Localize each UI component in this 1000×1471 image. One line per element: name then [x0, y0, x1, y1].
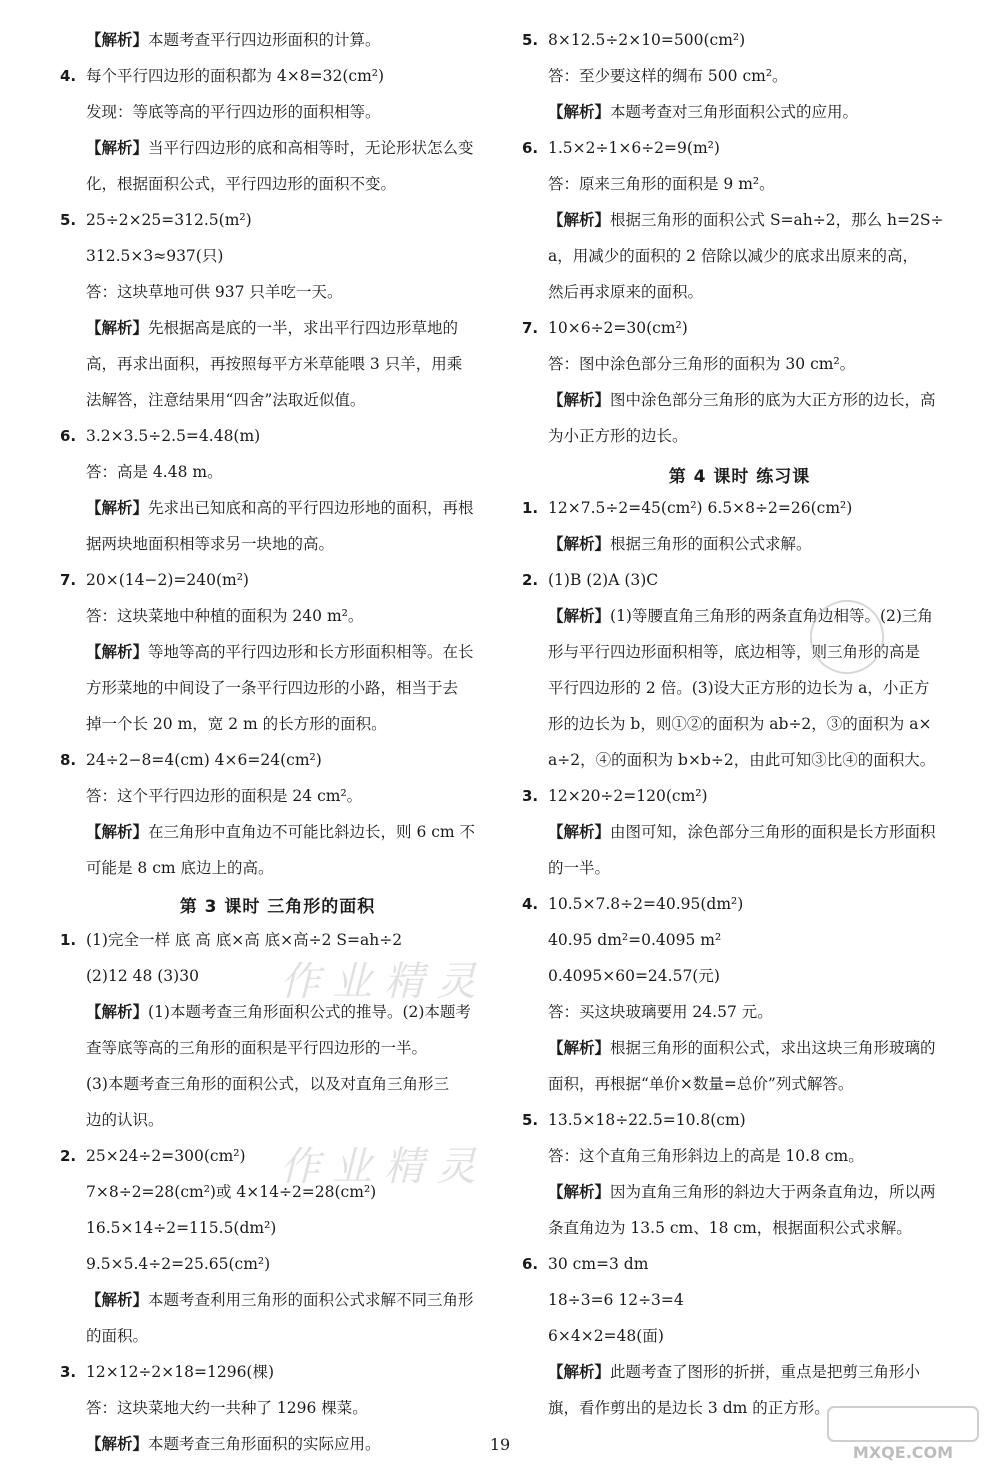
text-run: 方形菜地的中间设了一条平行四边形的小路，相当于去 [86, 679, 459, 697]
text-run: 边的认识。 [86, 1111, 164, 1129]
line-text [548, 1398, 830, 1418]
text-run: 平行四边形的 2 倍。(3)设大正方形的边长为 a，小正方 [548, 679, 930, 697]
text-run: 可能是 8 cm 底边上的高。 [86, 859, 274, 877]
line-text [548, 534, 812, 554]
text-run: 1.5×2÷1×6÷2=9(m²) [548, 139, 720, 157]
line-text [548, 138, 720, 158]
text-run: (1)B (2)A (3)C [548, 571, 659, 589]
analysis-label: 【解析】 [86, 643, 149, 661]
question-number: 1. [60, 931, 77, 949]
line-text [548, 786, 708, 806]
text-run: a，用减少的面积的 2 倍除以减少的底求出原来的高， [548, 247, 918, 265]
text-run: 40.95 dm²=0.4095 m² [548, 931, 722, 949]
watermark-text: 作业精灵 [280, 959, 488, 1005]
line-text [548, 1110, 746, 1130]
text-run: 答：这个平行四边形的面积是 24 cm²。 [86, 787, 363, 805]
question-number: 5. [522, 31, 539, 49]
text-run: (1)等腰直角三角形的两条直角边相等。(2)三角 [610, 607, 933, 625]
line-text [548, 426, 688, 446]
text-run: 因为直角三角形的斜边大于两条直角边，所以两 [610, 1183, 936, 1201]
analysis-label: 【解析】 [86, 139, 149, 157]
analysis-label: 【解析】 [86, 319, 149, 337]
text-run: 8×12.5÷2×10=500(cm²) [548, 31, 746, 49]
analysis-label: 【解析】 [548, 535, 611, 553]
text-run: 掉一个长 20 m，宽 2 m 的长方形的面积。 [86, 715, 387, 733]
line-text [86, 1074, 449, 1094]
analysis-label: 【解析】 [86, 499, 149, 517]
text-run: 7×8÷2=28(cm²)或 4×14÷2=28(cm²) [86, 1183, 377, 1201]
line-text [548, 1074, 853, 1094]
text-run: 答：这块菜地大约一共种了 1296 棵菜。 [86, 1399, 368, 1417]
analysis-label: 【解析】 [548, 1183, 611, 1201]
text-run: 答：高是 4.48 m。 [86, 463, 223, 481]
question-number: 5. [60, 211, 77, 229]
text-run: 每个平行四边形的面积都为 4×8=32(cm²) [86, 67, 385, 85]
line-text [86, 354, 462, 374]
text-run: 25×24÷2=300(cm²) [86, 1147, 246, 1165]
text-run: 的一半。 [548, 859, 611, 877]
line-text [548, 570, 658, 590]
text-run: 312.5×3≈937(只) [86, 247, 224, 265]
line-text [548, 1182, 936, 1202]
line-text [548, 354, 855, 374]
text-run: 答：图中涂色部分三角形的面积为 30 cm²。 [548, 355, 856, 373]
text-run: 发现：等底等高的平行四边形的面积相等。 [86, 103, 381, 121]
text-run: 24÷2−8=4(cm) 4×6=24(cm²) [86, 751, 322, 769]
text-run: 形与平行四边形面积相等，底边相等，则三角形的高是 [548, 643, 921, 661]
line-text [86, 570, 249, 590]
question-number: 6. [60, 427, 77, 445]
line-text [548, 102, 858, 122]
line-text [86, 318, 458, 338]
text-run: 12×20÷2=120(cm²) [548, 787, 708, 805]
question-number: 5. [522, 1111, 539, 1129]
line-text [86, 498, 474, 518]
question-number: 7. [60, 571, 77, 589]
question-number: 6. [522, 1255, 539, 1273]
text-run: 先根据高是底的一半，求出平行四边形草地的 [148, 319, 459, 337]
text-run: 12×12÷2×18=1296(棵) [86, 1363, 275, 1381]
line-text [86, 750, 322, 770]
text-run: 20×(14−2)=240(m²) [86, 571, 249, 589]
question-number: 8. [60, 751, 77, 769]
line-text [548, 894, 743, 914]
line-text [548, 498, 852, 518]
analysis-label: 【解析】 [86, 1435, 149, 1453]
text-run: 等地等高的平行四边形和长方形面积相等。在长 [148, 643, 474, 661]
watermark-text: 作业精灵 [280, 1144, 488, 1190]
text-run: 条直角边为 13.5 cm、18 cm，根据面积公式求解。 [548, 1219, 912, 1237]
line-text [548, 1146, 864, 1166]
line-text [86, 606, 363, 626]
line-text [86, 642, 474, 662]
line-text [86, 1218, 276, 1238]
text-run: 查等底等高的三角形的面积是平行四边形的一半。 [86, 1039, 428, 1057]
line-text [548, 246, 918, 266]
text-run: 根据三角形的面积公式 S=ah÷2，那么 h=2S÷ [610, 211, 944, 229]
text-run: 答：这块草地可供 937 只羊吃一天。 [86, 283, 343, 301]
text-run: 答：这块菜地中种植的面积为 240 m²。 [86, 607, 364, 625]
line-text [548, 858, 610, 878]
line-text [86, 30, 381, 50]
line-text [548, 1290, 684, 1310]
analysis-label: 【解析】 [548, 103, 611, 121]
text-run: (1)完全一样 底 高 底×高 底×高÷2 S=ah÷2 [86, 931, 403, 949]
analysis-label: 【解析】 [548, 823, 611, 841]
line-text [548, 282, 703, 302]
text-run: 答：原来三角形的面积是 9 m²。 [548, 175, 775, 193]
line-text [86, 1038, 427, 1058]
text-run: (1)本题考查三角形面积公式的推导。(2)本题考 [148, 1003, 471, 1021]
analysis-label: 【解析】 [548, 391, 611, 409]
line-text [86, 1326, 148, 1346]
page-number: 19 [489, 1435, 511, 1454]
text-run: 当平行四边形的底和高相等时，无论形状怎么变 [148, 139, 474, 157]
line-text [548, 318, 688, 338]
line-text [86, 1110, 164, 1130]
question-number: 4. [60, 67, 77, 85]
line-text [86, 786, 362, 806]
text-run: 在三角形中直角边不可能比斜边长，则 6 cm 不 [148, 823, 476, 841]
line-text [86, 282, 342, 302]
text-run: 10×6÷2=30(cm²) [548, 319, 688, 337]
stamp-seal [800, 590, 895, 685]
line-text [548, 390, 936, 410]
text-run: 本题考查对三角形面积公式的应用。 [610, 103, 859, 121]
line-text [548, 30, 745, 50]
line-text [86, 714, 387, 734]
line-text [86, 858, 274, 878]
text-run: 形的边长为 b，则①②的面积为 ab÷2，③的面积为 a× [548, 715, 932, 733]
line-text [548, 714, 931, 734]
text-run: 18÷3=6 12÷3=4 [548, 1291, 684, 1309]
line-text [548, 1362, 920, 1382]
line-text [86, 246, 223, 266]
line-text [86, 1146, 246, 1166]
text-run: 旗，看作剪出的是边长 3 dm 的正方形。 [548, 1399, 830, 1417]
text-run: 高，再求出面积，再按照每平方米草能喂 3 只羊，用乘 [86, 355, 463, 373]
line-text [86, 138, 474, 158]
text-run: 图中涂色部分三角形的底为大正方形的边长，高 [610, 391, 936, 409]
line-text [86, 822, 475, 842]
line-text [548, 66, 788, 86]
text-run: 30 cm=3 dm [548, 1255, 649, 1273]
line-text [548, 966, 720, 986]
question-number: 3. [522, 787, 539, 805]
line-text [86, 534, 334, 554]
text-run: 本题考查三角形面积的实际应用。 [148, 1435, 381, 1453]
line-text [86, 930, 402, 950]
question-number: 6. [522, 139, 539, 157]
text-run: 答：至少要这样的绸布 500 cm²。 [548, 67, 788, 85]
analysis-label: 【解析】 [548, 1039, 611, 1057]
text-run: 化，根据面积公式，平行四边形的面积不变。 [86, 175, 397, 193]
line-text [548, 1326, 664, 1346]
text-run: 法解答，注意结果用“四舍”法取近似值。 [86, 391, 366, 409]
question-number: 7. [522, 319, 539, 337]
text-run: 为小正方形的边长。 [548, 427, 688, 445]
question-number: 2. [60, 1147, 77, 1165]
text-run: 由图可知，涂色部分三角形的面积是长方形面积 [610, 823, 936, 841]
line-text [86, 174, 396, 194]
text-run: 据两块地面积相等求另一块地的高。 [86, 535, 335, 553]
line-text [86, 1398, 368, 1418]
line-text [548, 822, 936, 842]
line-text [86, 66, 384, 86]
line-text [86, 390, 365, 410]
text-run: 先求出已知底和高的平行四边形地的面积，再根 [148, 499, 474, 517]
analysis-label: 【解析】 [86, 1291, 149, 1309]
text-run: 本题考查平行四边形面积的计算。 [148, 31, 381, 49]
text-run: (2)12 48 (3)30 [86, 967, 199, 985]
line-text [548, 1254, 648, 1274]
text-run: 答：这个直角三角形斜边上的高是 10.8 cm。 [548, 1147, 864, 1165]
question-number: 4. [522, 895, 539, 913]
text-run: 此题考查了图形的折拼，重点是把剪三角形小 [610, 1363, 921, 1381]
question-number: 3. [60, 1363, 77, 1381]
analysis-label: 【解析】 [548, 211, 611, 229]
text-run: 本题考查利用三角形的面积公式求解不同三角形 [148, 1291, 474, 1309]
line-text [86, 1290, 474, 1310]
line-text [548, 1218, 912, 1238]
question-number: 1. [522, 499, 539, 517]
logo-text: MXQE.COM [852, 1443, 954, 1462]
text-run: 25÷2×25=312.5(m²) [86, 211, 252, 229]
text-run: 6×4×2=48(面) [548, 1327, 664, 1345]
text-run: 根据三角形的面积公式求解。 [610, 535, 812, 553]
text-run: 3.2×3.5÷2.5=4.48(m) [86, 427, 261, 445]
analysis-label: 【解析】 [86, 823, 149, 841]
text-run: 答：买这块玻璃要用 24.57 元。 [548, 1003, 773, 1021]
line-text [86, 426, 260, 446]
text-run: a÷2，④的面积为 b×b÷2，由此可知③比④的面积大。 [548, 751, 936, 769]
section-heading: 第 3 课时 三角形的面积 [179, 897, 376, 917]
line-text [86, 678, 458, 698]
text-run: 0.4095×60=24.57(元) [548, 967, 720, 985]
site-logo-watermark [818, 1403, 988, 1463]
line-text [86, 966, 199, 986]
line-text [548, 174, 775, 194]
line-text [548, 678, 929, 698]
line-text [86, 102, 381, 122]
text-run: 面积，再根据“单价×数量=总价”列式解答。 [548, 1075, 854, 1093]
text-run: 13.5×18÷22.5=10.8(cm) [548, 1111, 746, 1129]
text-run: 9.5×5.4÷2=25.65(cm²) [86, 1255, 271, 1273]
line-text [548, 1038, 936, 1058]
line-text [548, 930, 721, 950]
question-number: 2. [522, 571, 539, 589]
analysis-label: 【解析】 [86, 31, 149, 49]
analysis-label: 【解析】 [548, 607, 611, 625]
text-run: 10.5×7.8÷2=40.95(dm²) [548, 895, 744, 913]
analysis-label: 【解析】 [548, 1363, 611, 1381]
text-run: 12×7.5÷2=45(cm²) 6.5×8÷2=26(cm²) [548, 499, 853, 517]
line-text [86, 210, 252, 230]
line-text [548, 1002, 773, 1022]
text-run: 然后再求原来的面积。 [548, 283, 704, 301]
analysis-label: 【解析】 [86, 1003, 149, 1021]
section-heading: 第 4 课时 练习课 [668, 467, 811, 487]
line-text [86, 462, 223, 482]
text-run: 16.5×14÷2=115.5(dm²) [86, 1219, 277, 1237]
text-run: 根据三角形的面积公式，求出这块三角形玻璃的 [610, 1039, 936, 1057]
line-text [86, 1362, 274, 1382]
text-run: (3)本题考查三角形的面积公式，以及对直角三角形三 [86, 1075, 449, 1093]
line-text [548, 750, 935, 770]
line-text [86, 1254, 270, 1274]
text-run: 的面积。 [86, 1327, 149, 1345]
line-text [548, 210, 944, 230]
